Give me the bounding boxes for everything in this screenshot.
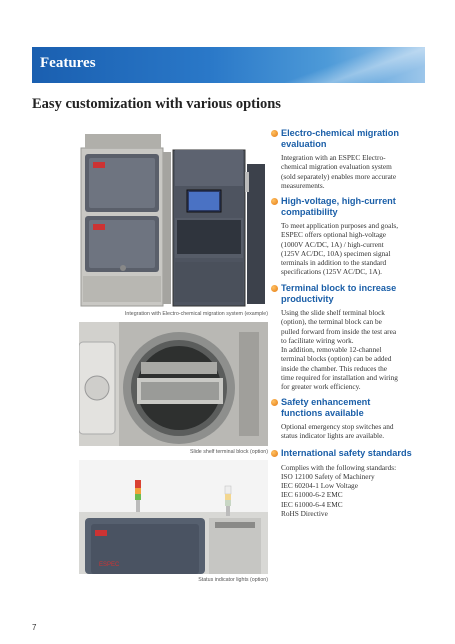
page-subtitle: Easy customization with various options <box>32 96 281 112</box>
features-banner <box>32 47 425 83</box>
banner-highlight <box>285 47 425 83</box>
section-body: Integration with an ESPEC Electro- chemical migration evaluation system (sold separately) enables more accurate measurements. <box>281 153 397 190</box>
bullet-icon <box>271 198 278 205</box>
section-title: International safety standards <box>271 448 431 459</box>
espec-logo: ESPEC <box>99 562 120 568</box>
section-terminal-block <box>271 283 431 392</box>
section-body: Using the slide shelf terminal block (option), the terminal block can be pulled forward from inside the test area to facilitate wiring work. In addition, removable 12-channel terminal blocks (option) can be added inside the chamber. This reduces the time required for installation and wiring for greater work efficiency. <box>281 308 398 392</box>
photo-caption: Slide shelf terminal block (option) <box>189 449 268 455</box>
photo-slide-shelf <box>79 322 268 455</box>
section-title: High-voltage, high-current compatibility <box>271 196 431 217</box>
section-standards <box>271 448 431 518</box>
list-item: IEC 61000-6-4 EMC <box>281 499 343 509</box>
section-body: Optional emergency stop switches and status indicator lights are available. <box>281 422 394 441</box>
section-safety <box>271 397 431 441</box>
photo-status-lights <box>79 460 268 583</box>
list-item: ISO 12100 Safety of Machinery <box>281 471 375 481</box>
photo-caption: Status indicator lights (option) <box>198 577 268 583</box>
amber-light-icon <box>135 488 141 494</box>
section-high-voltage <box>271 196 431 277</box>
photo-caption: Integration with Electro-chemical migration system (example) <box>124 311 268 317</box>
section-title: Safety enhancement functions available <box>271 397 431 418</box>
list-item: IEC 60204-1 Low Voltage <box>281 481 358 491</box>
section-title: Terminal block to increase productivity <box>271 283 431 304</box>
bullet-icon <box>271 450 278 457</box>
section-migration <box>271 128 431 190</box>
banner-title: Features <box>40 55 96 71</box>
red-light-icon <box>135 480 141 488</box>
slide-shelf-illustration <box>79 322 268 446</box>
list-item: RoHS Directive <box>281 508 328 518</box>
green-light-icon <box>135 494 141 500</box>
bullet-icon <box>271 399 278 406</box>
bullet-icon <box>271 285 278 292</box>
section-body: To meet application purposes and goals, ESPEC offers optional high-voltage (1000V AC/DC, 1A) / high-current (125V AC/DC, 10A) specimen signal terminals in addition to the standard specifications (125V AC/DC, 1A). <box>281 221 399 277</box>
bullet-icon <box>271 130 278 137</box>
list-item: Complies with the following standards: <box>281 462 397 472</box>
photo-migration-system <box>79 128 268 317</box>
section-title: Electro-chemical migration evaluation <box>271 128 431 149</box>
page-number: 7 <box>32 623 37 632</box>
standards-list <box>271 463 431 519</box>
list-item: IEC 61000-6-2 EMC <box>281 490 343 500</box>
chamber-system-illustration <box>79 128 268 308</box>
status-lights-illustration <box>79 460 268 574</box>
